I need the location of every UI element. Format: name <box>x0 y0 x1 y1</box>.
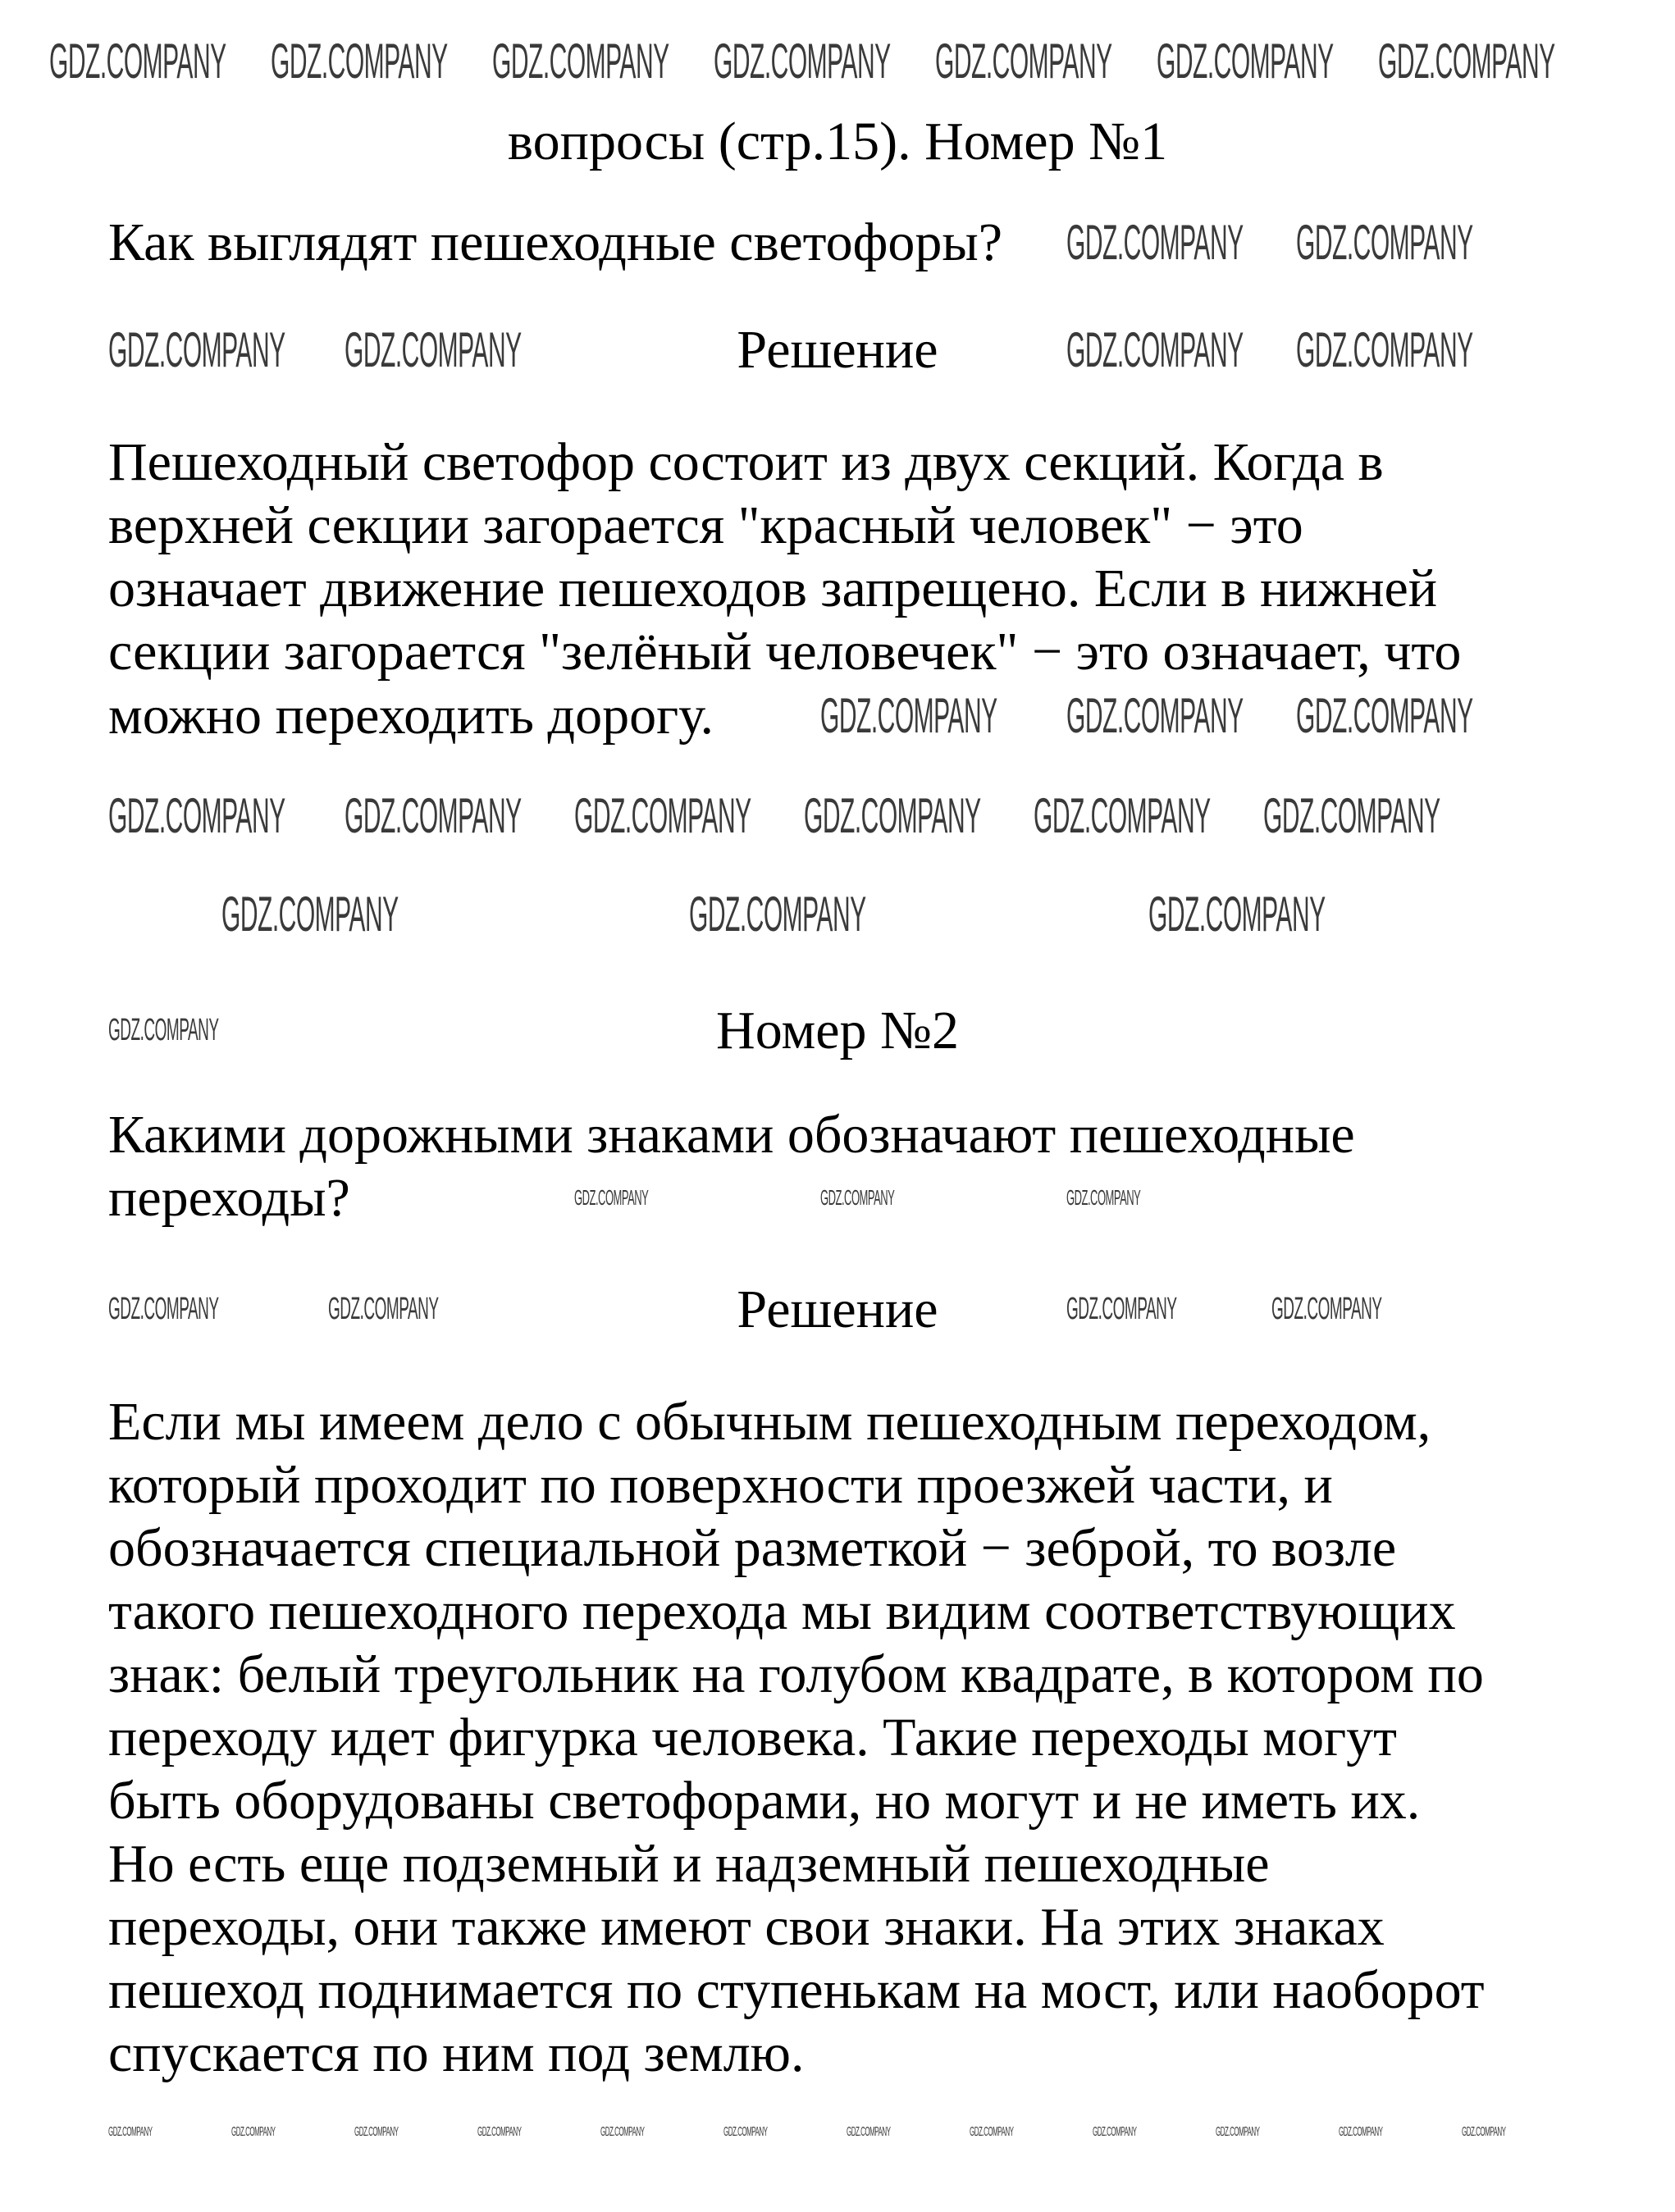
watermark: GDZ.COMPANY <box>1066 1292 1177 1326</box>
watermark: GDZ.COMPANY <box>1462 2125 1506 2139</box>
watermark: GDZ.COMPANY <box>345 788 522 843</box>
watermark: GDZ.COMPANY <box>820 1185 895 1210</box>
watermark: GDZ.COMPANY <box>108 322 285 377</box>
answer-line: пешеход поднимается по ступенькам на мост, или наоборот <box>108 1960 1485 2020</box>
watermark: GDZ.COMPANY <box>1216 2125 1260 2139</box>
watermark: GDZ.COMPANY <box>1263 788 1440 843</box>
watermark: GDZ.COMPANY <box>1034 788 1211 843</box>
watermark: GDZ.COMPANY <box>108 1292 219 1326</box>
watermark: GDZ.COMPANY <box>221 887 399 942</box>
answer-line: обозначается специальной разметкой − зеброй, то возле <box>108 1518 1397 1578</box>
watermark: GDZ.COMPANY <box>1157 34 1334 89</box>
watermark: GDZ.COMPANY <box>1378 34 1555 89</box>
watermark: GDZ.COMPANY <box>935 34 1112 89</box>
watermark: GDZ.COMPANY <box>1066 215 1244 270</box>
watermark: GDZ.COMPANY <box>477 2125 522 2139</box>
watermark: GDZ.COMPANY <box>108 2125 153 2139</box>
answer-line: такого пешеходного перехода мы видим соответствующих <box>108 1581 1456 1641</box>
watermark: GDZ.COMPANY <box>1296 215 1473 270</box>
watermark: GDZ.COMPANY <box>600 2125 645 2139</box>
watermark: GDZ.COMPANY <box>108 1013 219 1047</box>
watermark: GDZ.COMPANY <box>804 788 981 843</box>
watermark: GDZ.COMPANY <box>1148 887 1326 942</box>
watermark: GDZ.COMPANY <box>689 887 866 942</box>
watermark: GDZ.COMPANY <box>574 788 751 843</box>
answer-line: означает движение пешеходов запрещено. Если в нижней <box>108 559 1438 618</box>
watermark: GDZ.COMPANY <box>328 1292 439 1326</box>
section-2-solution-heading: Решение <box>737 1279 938 1339</box>
question-line: переходы? <box>108 1168 350 1228</box>
watermark: GDZ.COMPANY <box>820 688 997 743</box>
watermark: GDZ.COMPANY <box>714 34 891 89</box>
answer-line: который проходит по поверхности проезжей части, и <box>108 1455 1333 1515</box>
section-1-title: вопросы (стр.15). Номер №1 <box>507 112 1168 171</box>
answer-line: Пешеходный светофор состоит из двух секций. Когда в <box>108 432 1384 492</box>
watermark: GDZ.COMPANY <box>231 2125 276 2139</box>
watermark: GDZ.COMPANY <box>1296 688 1473 743</box>
answer-line: быть оборудованы светофорами, но могут и не иметь их. <box>108 1771 1421 1831</box>
watermark: GDZ.COMPANY <box>723 2125 768 2139</box>
watermark: GDZ.COMPANY <box>847 2125 891 2139</box>
watermark: GDZ.COMPANY <box>1093 2125 1137 2139</box>
answer-line: можно переходить дорогу. <box>108 686 714 746</box>
watermark: GDZ.COMPANY <box>354 2125 399 2139</box>
section-1-solution-heading: Решение <box>737 320 938 380</box>
section-2-title: Номер №2 <box>716 1001 959 1060</box>
answer-line: знак: белый треугольник на голубом квадрате, в котором по <box>108 1644 1484 1704</box>
question-line: Какими дорожными знаками обозначают пешеходные <box>108 1105 1355 1165</box>
section-1-question: Как выглядят пешеходные светофоры? <box>108 212 1003 272</box>
watermark: GDZ.COMPANY <box>1271 1292 1382 1326</box>
answer-line: спускается по ним под землю. <box>108 2023 805 2083</box>
answer-line: переходу идет фигурка человека. Такие переходы могут <box>108 1708 1397 1767</box>
answer-line: Но есть еще подземный и надземный пешеходные <box>108 1834 1270 1894</box>
answer-line: секции загорается "зелёный человечек" − это означает, что <box>108 622 1462 682</box>
watermark: GDZ.COMPANY <box>1066 322 1244 377</box>
watermark: GDZ.COMPANY <box>108 788 285 843</box>
watermark: GDZ.COMPANY <box>1339 2125 1383 2139</box>
watermark: GDZ.COMPANY <box>345 322 522 377</box>
answer-line: верхней секции загорается "красный человек" − это <box>108 495 1303 555</box>
watermark: GDZ.COMPANY <box>970 2125 1014 2139</box>
answer-line: переходы, они также имеют свои знаки. На этих знаках <box>108 1897 1385 1957</box>
watermark: GDZ.COMPANY <box>271 34 448 89</box>
watermark: GDZ.COMPANY <box>492 34 669 89</box>
answer-line: Если мы имеем дело с обычным пешеходным переходом, <box>108 1392 1431 1452</box>
watermark: GDZ.COMPANY <box>574 1185 649 1210</box>
watermark: GDZ.COMPANY <box>1066 1185 1141 1210</box>
watermark: GDZ.COMPANY <box>1296 322 1473 377</box>
watermark: GDZ.COMPANY <box>1066 688 1244 743</box>
watermark: GDZ.COMPANY <box>49 34 226 89</box>
